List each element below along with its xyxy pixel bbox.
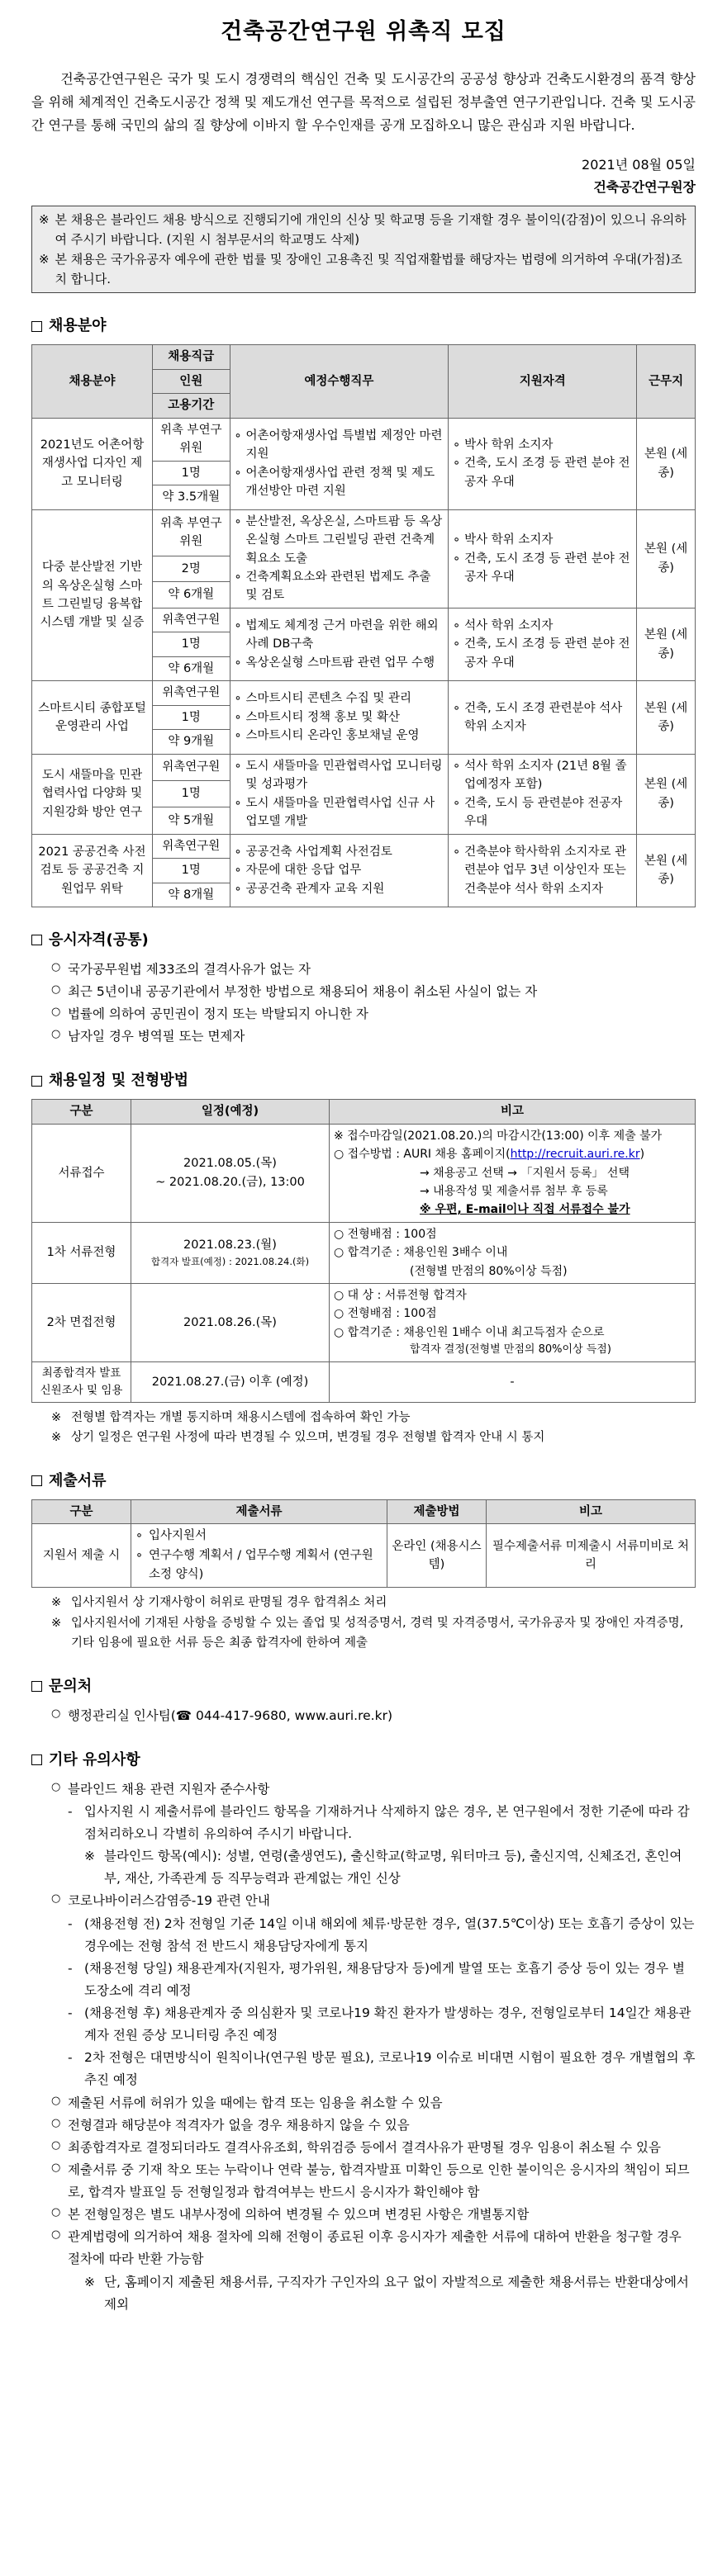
place-cell: 본원 (세종) [637,754,696,834]
qual-cell: ∘ 건축분야 학사학위 소지자로 관련분야 업무 3년 이상인자 또는 건축분야 석사 학위 소지자 [449,834,637,907]
bullet-mark: ※ [84,2274,95,2290]
place-cell: 본원 (세종) [637,418,696,509]
contact-info: ○ 행정관리실 인사팀(☎ 044-417-9680, www.auri.re.kr) [51,1705,696,1727]
qual-cell: ∘ 박사 학위 소지자 ∘ 건축, 도시 조경 등 관련 분야 전공자 우대 [449,509,637,608]
table-row [32,1283,696,1361]
square-bullet-icon [31,1475,42,1486]
header-note: 비고 [487,1499,696,1523]
header-duty: 예정수행직무 [230,345,449,418]
table-row [32,1222,696,1283]
square-bullet-icon [31,1754,42,1765]
square-bullet-icon [31,1681,42,1692]
count-cell: 1명 [153,632,230,656]
contact-list [31,1705,696,1727]
list-item: - (채용전형 당일) 채용관계자(지원자, 평가위원, 채용담당자 등)에게 발열 또는 호흡기 증상 등이 있는 경우 별도장소에 격리 예정 [51,1958,696,2002]
schedule-table [31,1099,696,1402]
stage-cell: 최종합격자 발표 신원조사 및 임용 [32,1361,131,1402]
intro-paragraph: 건축공간연구원은 국가 및 도시 경쟁력의 핵심인 건축 및 도시공간의 공공성 향상과 건축도시환경의 품격 향상을 위해 체계적인 건축도시공간 정책 및 제도개선 연구를 목적으로 설립된 정부출연 연구기관입니다. 건축 및 도시공간 연구를 통해 국민의 삶의 질 향상에 이바지 할 우수인재를 공개 모집하오니 많은 관심과 지원 바랍니다. [31,70,696,133]
header-note: 비고 [330,1100,696,1124]
bullet-mark: - [68,1960,73,1976]
section-title-schedule: 채용일정 및 전형방법 [31,1069,696,1092]
bullet-mark: - [68,2005,73,2021]
duty-cell: ∘ 분산발전, 옥상온실, 스마트팜 등 옥상온실형 스마트 그린빌딩 관련 건축계획요소 도출 ∘ 건축계획요소와 관련된 법제도 추출 및 검토 [230,509,449,608]
header-stage: 구분 [32,1100,131,1124]
date-cell: 2021.08.23.(월) 합격자 발표(예정) : 2021.08.24.(화) [131,1222,330,1283]
reference-mark-icon: ※ [39,252,50,268]
header-stage: 구분 [32,1499,131,1523]
notice-line: ※ 본 채용은 블라인드 채용 방식으로 진행되기에 개인의 신상 및 학교명 등을 기재할 경우 불이익(감점)이 있으니 유의하여 주시기 바랍니다. (지원 시 첨부문서의 학교명도 삭제) [39,210,688,249]
date-cell: 2021.08.27.(금) 이후 (예정) [131,1361,330,1402]
section-title-field: 채용분야 [31,315,696,338]
list-item: ○ 최근 5년이내 공공기관에서 부정한 방법으로 채용되어 채용이 취소된 사실이 없는 자 [51,981,696,1003]
period-cell: 약 5개월 [153,807,230,834]
recruit-site-link[interactable]: http://recruit.auri.re.kr [510,1148,640,1162]
reference-mark-icon: ※ [39,212,50,228]
duty-cell: ∘ 스마트시티 콘텐츠 수집 및 관리 ∘ 스마트시티 정책 홍보 및 확산 ∘ 스마트시티 온라인 홍보채널 운영 [230,681,449,754]
header-date: 일정(예정) [131,1100,330,1124]
qualification-list [31,959,696,1049]
duty-cell: ∘ 도시 새뜰마을 민관협력사업 모니터링 및 성과평가 ∘ 도시 새뜰마을 민관협력사업 신규 사업모델 개발 [230,754,449,834]
field-name: 2021년도 어촌어항재생사업 디자인 제고 모니터링 [32,418,153,509]
table-row [32,418,696,461]
field-name: 도시 새뜰마을 민관협력사업 다양화 및 지원강화 방안 연구 [32,754,153,834]
list-item: ○ 전형결과 해당분야 적격자가 없을 경우 채용하지 않을 수 있음 [51,2114,696,2137]
stage-cell: 서류접수 [32,1124,131,1222]
section-title-docs: 제출서류 [31,1470,696,1493]
duty-cell: ∘ 법제도 체계정 근거 마련을 위한 해외사례 DB구축 ∘ 옥상온실형 스마트팜 관련 업무 수행 [230,608,449,680]
table-row [32,1524,696,1588]
field-name: 다중 분산발전 기반의 옥상온실형 스마트 그린빌딩 융복합 시스템 개발 및 실증 [32,509,153,681]
note-cell: - [330,1361,696,1402]
place-cell: 본원 (세종) [637,509,696,608]
header-place: 근무지 [637,345,696,418]
header-period: 고용기간 [153,394,230,418]
note-cell: 필수제출서류 미제출시 서류미비로 처리 [487,1524,696,1588]
list-item: ○ 본 전형일정은 별도 내부사정에 의하여 변경될 수 있으며 변경된 사항은 개별통지함 [51,2204,696,2226]
rank-cell: 위촉연구원 [153,754,230,780]
list-item: ○ 블라인드 채용 관련 지원자 준수사항 [51,1778,696,1801]
date-cell: 2021.08.26.(목) [131,1283,330,1361]
list-item: - 2차 전형은 대면방식이 원칙이나(연구원 방문 필요), 코로나19 이슈로 비대면 시험이 필요한 경우 개별협의 후 추진 예정 [51,2047,696,2091]
page-title: 건축공간연구원 위촉직 모집 [221,19,506,45]
table-row [32,754,696,780]
square-bullet-icon [31,935,42,945]
bullet-mark: ※ [84,1849,95,1864]
list-item: ○ 제출된 서류에 허위가 있을 때에는 합격 또는 임용을 취소할 수 있음 [51,2092,696,2114]
rank-cell: 위촉연구원 [153,681,230,705]
period-cell: 약 6개월 [153,656,230,680]
method-cell: 온라인 (채용시스템) [387,1524,487,1588]
section-title-qualification: 응시자격(공통) [31,929,696,952]
blind-notice-box [31,206,696,293]
bullet-mark: - [68,2050,73,2066]
schedule-notes: ※ 전형별 합격자는 개별 통지하며 채용시스템에 접속하여 확인 가능 ※ 상기 일정은 연구원 사정에 따라 변경될 수 있으며, 변경될 경우 전형별 합격자 안내 시 통지 [31,1408,696,1448]
qual-cell: ∘ 석사 학위 소지자 (21년 8월 졸업예정자 포함) ∘ 건축, 도시 등 관련분야 전공자 우대 [449,754,637,834]
period-cell: 약 6개월 [153,582,230,608]
period-cell: 약 3.5개월 [153,485,230,509]
square-bullet-icon [31,321,42,332]
square-bullet-icon [31,1076,42,1087]
header-qual: 지원자격 [449,345,637,418]
field-name: 스마트시티 종합포털 운영관리 사업 [32,681,153,754]
reference-mark-icon: ※ [51,1431,62,1445]
field-name: 2021 공공건축 사전검토 등 공공건축 지원업무 위탁 [32,834,153,907]
qual-cell: ∘ 석사 학위 소지자 ∘ 건축, 도시 조경 등 관련 분야 전공자 우대 [449,608,637,680]
bullet-mark: - [68,1803,73,1819]
count-cell: 2명 [153,556,230,582]
misc-list [31,1778,696,2316]
rank-cell: 위촉연구원 [153,608,230,632]
header-method: 제출방법 [387,1499,487,1523]
header-rank: 채용직급 [153,345,230,369]
reference-mark-icon: ※ [51,1410,62,1424]
table-row [32,834,696,858]
reference-mark-icon: ※ [51,1616,62,1630]
list-item: ○ 법률에 의하여 공민권이 정지 또는 박탈되지 아니한 자 [51,1003,696,1025]
list-item: ○ 코로나바이러스감염증-19 관련 안내 [51,1890,696,1912]
date-cell: 2021.08.05.(목) ~ 2021.08.20.(금), 13:00 [131,1124,330,1222]
field-table [31,344,696,907]
section-title-misc: 기타 유의사항 [31,1749,696,1772]
docs-notes: ※ 입사지원서 상 기재사항이 허위로 판명될 경우 합격취소 처리 ※ 입사지원서에 기재된 사항을 증빙할 수 있는 졸업 및 성적증명서, 경력 및 자격증명서, 국가유공자 및 장애인 자격증명, 기타 임용에 필요한 서류 등은 최종 합격자에 한하여 제출 [31,1593,696,1654]
notice-date: 2021년 08월 05일 [582,156,696,173]
stage-cell: 지원서 제출 시 [32,1524,131,1588]
list-item: ○ 제출서류 중 기재 착오 또는 누락이나 연락 불능, 합격자발표 미확인 등으로 인한 불이익은 응시자의 책임이 되므로, 합격자 발표일 등 전형일정과 합격여부는 반드시 응시자가 확인해야 함 [51,2159,696,2204]
note-cell: ※ 접수마감일(2021.08.20.)의 마감시간(13:00) 이후 제출 불가 ○ 접수방법 : AURI 채용 홈페이지(http://recruit.auri.re.kr) → 채용공고 선택 → 「지원서 등록」 선택 → 내용작성 및 제출서류 첨부 후 등록 ※ 우편, E-mail이나 직접 서류접수 불가 [330,1124,696,1222]
header-field: 채용분야 [32,345,153,418]
header-count: 인원 [153,369,230,393]
reference-mark-icon: ※ [51,1595,62,1609]
list-item: ○ 관계법령에 의거하여 채용 절차에 의해 전형이 종료된 이후 응시자가 제출한 서류에 대하여 반환을 청구할 경우 절차에 따라 반환 가능함 [51,2226,696,2271]
place-cell: 본원 (세종) [637,834,696,907]
list-item: - (채용전형 후) 채용관계자 중 의심환자 및 코로나19 확진 환자가 발생하는 경우, 전형일로부터 14일간 채용관계자 전원 증상 모니터링 추진 예정 [51,2002,696,2047]
signer: 건축공간연구원장 [593,178,696,195]
header-docs: 제출서류 [131,1499,387,1523]
docs-cell: ∘ 입사지원서 ∘ 연구수행 계획서 / 업무수행 계획서 (연구원 소정 양식) [131,1524,387,1588]
place-cell: 본원 (세종) [637,681,696,754]
list-item: ※ 블라인드 항목(예시): 성별, 연령(출생연도), 출신학교(학교명, 워터마크 등), 출신지역, 신체조건, 혼인여부, 재산, 가족관계 등 직무능력과 관계없는 개인 신상 [51,1845,696,1890]
table-row [32,1124,696,1222]
place-cell: 본원 (세종) [637,608,696,680]
duty-cell: ∘ 어촌어항재생사업 특별법 제정안 마련 지원 ∘ 어촌어항재생사업 관련 정책 및 제도 개선방안 마련 지원 [230,418,449,509]
note-cell: ○ 전형배점 : 100점 ○ 합격기준 : 채용인원 3배수 이내 (전형별 만점의 80%이상 득점) [330,1222,696,1283]
period-cell: 약 9개월 [153,730,230,754]
notice-line: ※ 본 채용은 국가유공자 예우에 관한 법률 및 장애인 고용촉진 및 직업재활법률 해당자는 법령에 의거하여 우대(가점)조치 합니다. [39,249,688,289]
list-item: - (채용전형 전) 2차 전형일 기준 14일 이내 해외에 체류·방문한 경우, 열(37.5℃이상) 또는 호흡기 증상이 있는 경우에는 전형 참석 전 반드시 채용담당자에게 통지 [51,1913,696,1958]
stage-cell: 2차 면접전형 [32,1283,131,1361]
bullet-mark: - [68,1915,73,1931]
count-cell: 1명 [153,781,230,807]
section-title-contact: 문의처 [31,1675,696,1698]
count-cell: 1명 [153,461,230,485]
period-cell: 약 8개월 [153,883,230,907]
qual-cell: ∘ 박사 학위 소지자 ∘ 건축, 도시 조경 등 관련 분야 전공자 우대 [449,418,637,509]
stage-cell: 1차 서류전형 [32,1222,131,1283]
list-item: ※ 단, 홈페이지 제출된 채용서류, 구직자가 구인자의 요구 없이 자발적으로 제출한 채용서류는 반환대상에서 제외 [51,2271,696,2316]
count-cell: 1명 [153,705,230,729]
docs-table [31,1499,696,1588]
table-row [32,681,696,705]
list-item: ○ 국가공무원법 제33조의 결격사유가 없는 자 [51,959,696,981]
list-item: ○ 남자일 경우 병역필 또는 면제자 [51,1025,696,1048]
rank-cell: 위촉연구원 [153,834,230,858]
note-cell: ○ 대 상 : 서류전형 합격자 ○ 전형배점 : 100점 ○ 합격기준 : 채용인원 1배수 이내 최고득점자 순으로 합격자 결정(전형별 만점의 80%이상 득점) [330,1283,696,1361]
list-item: - 입사지원 시 제출서류에 블라인드 항목을 기재하거나 삭제하지 않은 경우, 본 연구원에서 정한 기준에 따라 감점처리하오니 각별히 유의하여 주시기 바랍니다. [51,1801,696,1845]
list-item: ○ 최종합격자로 결정되더라도 결격사유조회, 학위검증 등에서 결격사유가 판명될 경우 임용이 취소될 수 있음 [51,2137,696,2159]
duty-cell: ∘ 공공건축 사업계획 사전검토 ∘ 자문에 대한 응답 업무 ∘ 공공건축 관계자 교육 지원 [230,834,449,907]
count-cell: 1명 [153,859,230,883]
qual-cell: ∘ 건축, 도시 조경 관련분야 석사 학위 소지자 [449,681,637,754]
table-row [32,509,696,556]
rank-cell: 위촉 부연구위원 [153,509,230,556]
rank-cell: 위촉 부연구위원 [153,418,230,461]
table-row [32,1361,696,1402]
